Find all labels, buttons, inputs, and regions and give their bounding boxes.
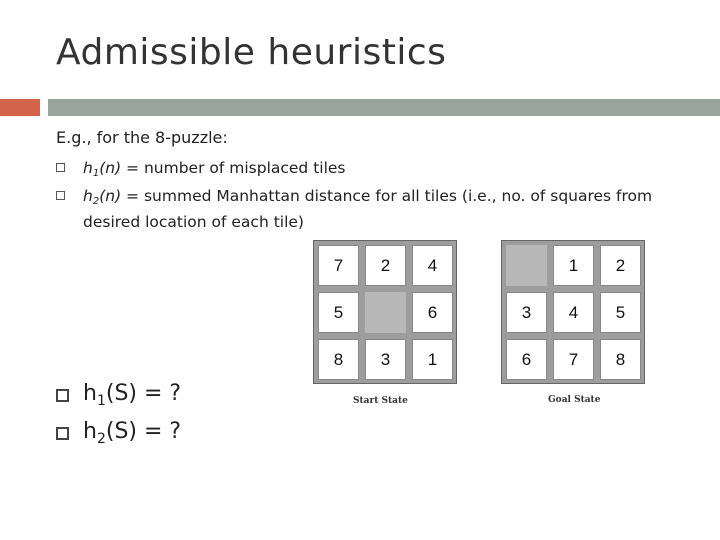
checkbox-bullet-icon <box>56 427 69 440</box>
goal-state-caption: Goal State <box>548 395 601 405</box>
title-accent-bar <box>0 99 40 116</box>
puzzle-tile: 5 <box>318 292 359 333</box>
start-state-caption: Start State <box>353 396 408 406</box>
start-state-board <box>313 240 457 384</box>
checkbox-bullet-icon <box>56 163 65 172</box>
blank-tile <box>506 245 547 286</box>
puzzle-tile: 8 <box>318 339 359 380</box>
bullet-h1 <box>56 158 346 184</box>
puzzle-tile: 7 <box>553 339 594 380</box>
question-h2 <box>56 419 181 447</box>
title-divider-bar <box>48 99 720 116</box>
puzzle-tile: 8 <box>600 339 641 380</box>
puzzle-tile: 1 <box>553 245 594 286</box>
question-text: $h_2(S)$ = ? <box>83 419 182 447</box>
goal-state-board <box>501 240 645 384</box>
question-text: $h_1(S)$ = ? <box>83 381 182 409</box>
puzzle-tile: 5 <box>600 292 641 333</box>
puzzle-tile: 4 <box>553 292 594 333</box>
puzzle-tile: 6 <box>412 292 453 333</box>
puzzle-tile: 3 <box>365 339 406 380</box>
puzzle-tile: 4 <box>412 245 453 286</box>
puzzle-tile: 3 <box>506 292 547 333</box>
puzzle-tile: 1 <box>412 339 453 380</box>
question-h1 <box>56 381 181 409</box>
puzzle-tile: 6 <box>506 339 547 380</box>
bullet-h2 <box>56 186 652 233</box>
checkbox-bullet-icon <box>56 389 69 402</box>
bullet-text: $h_1(n)$ = number of misplaced tiles <box>83 159 346 179</box>
intro-text: E.g., for the 8-puzzle: <box>56 128 228 147</box>
slide-title: Admissible heuristics <box>56 32 447 73</box>
puzzle-tile: 2 <box>365 245 406 286</box>
bullet-text: $h_2(n)$ = summed Manhattan distance for all tiles (i.e., no. of squares from desired location of each tile) <box>83 187 653 231</box>
puzzle-tile: 2 <box>600 245 641 286</box>
puzzle-tile: 7 <box>318 245 359 286</box>
checkbox-bullet-icon <box>56 191 65 200</box>
blank-tile <box>365 292 406 333</box>
